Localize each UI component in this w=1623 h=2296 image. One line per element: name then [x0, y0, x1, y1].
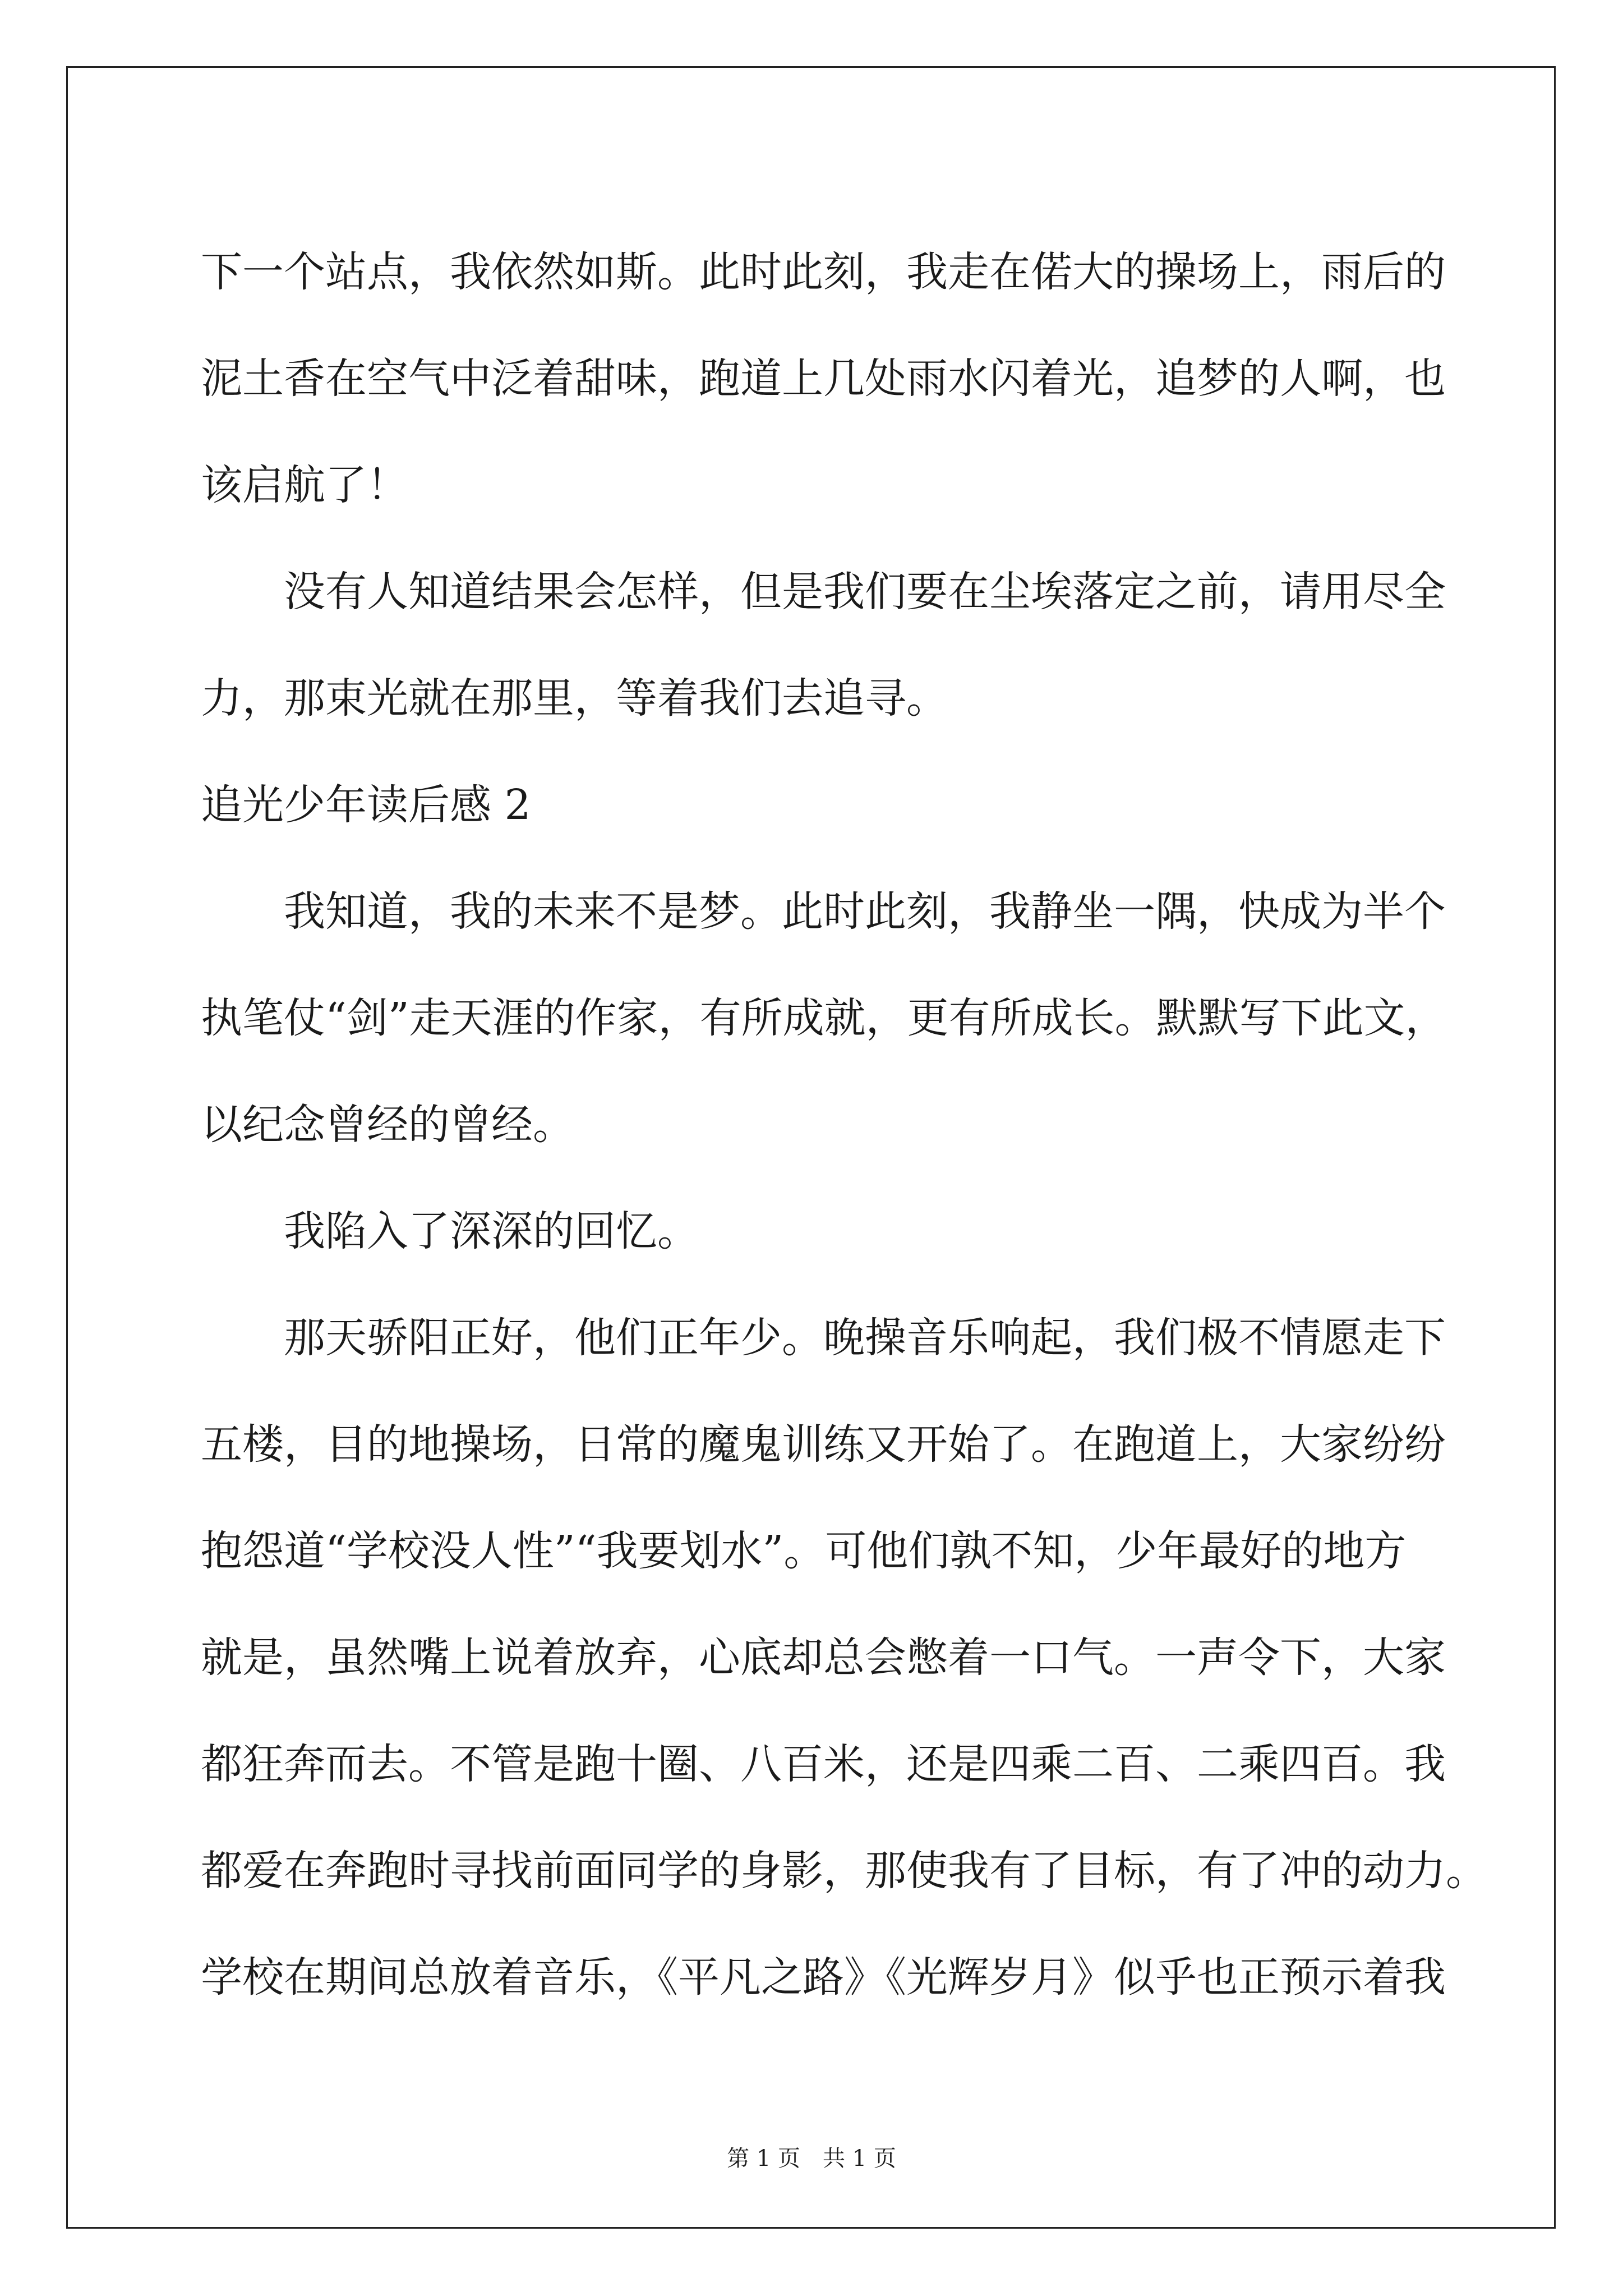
text-line: 下一个站点，我依然如斯。此时此刻，我走在偌大的操场上，雨后的 [201, 248, 1446, 296]
page-footer: 第 1 页 共 1 页 [727, 2146, 896, 2171]
text-line: 我陷入了深深的回忆。 [284, 1207, 699, 1255]
document-body [201, 219, 1487, 2031]
text-line: 抱怨道“学校没人性”“我要划水”。可他们孰不知，少年最好的地方 [201, 1527, 1407, 1575]
text-line: 执笔仗“剑”走天涯的作家，有所成就，更有所成长。默默写下此文， [201, 994, 1447, 1042]
text-line: 没有人知道结果会怎样，但是我们要在尘埃落定之前，请用尽全 [284, 568, 1446, 616]
text-line: 力，那束光就在那里，等着我们去追寻。 [201, 674, 948, 723]
text-line: 以纪念曾经的曾经。 [201, 1101, 574, 1149]
text-line: 我知道，我的未来不是梦。此时此刻，我静坐一隅，快成为半个 [284, 887, 1446, 936]
text-line: 就是，虽然嘴上说着放弃，心底却总会憋着一口气。一声令下，大家 [201, 1634, 1446, 1682]
text-line: 五楼，目的地操场，日常的魔鬼训练又开始了。在跑道上，大家纷纷 [201, 1420, 1446, 1469]
section-heading: 追光少年读后感 2 [201, 781, 531, 829]
text-line: 该启航了！ [201, 461, 408, 509]
text-line: 都爱在奔跑时寻找前面同学的身影，那使我有了目标，有了冲的动力。 [201, 1847, 1487, 1895]
text-line: 都狂奔而去。不管是跑十圈、八百米，还是四乘二百、二乘四百。我 [201, 1740, 1446, 1788]
text-line: 学校在期间总放着音乐，《平凡之路》《光辉岁月》似乎也正预示着我 [201, 1953, 1446, 2001]
text-line: 那天骄阳正好，他们正年少。晚操音乐响起，我们极不情愿走下 [284, 1314, 1446, 1362]
text-line: 泥土香在空气中泛着甜味，跑道上几处雨水闪着光，追梦的人啊，也 [201, 355, 1446, 403]
